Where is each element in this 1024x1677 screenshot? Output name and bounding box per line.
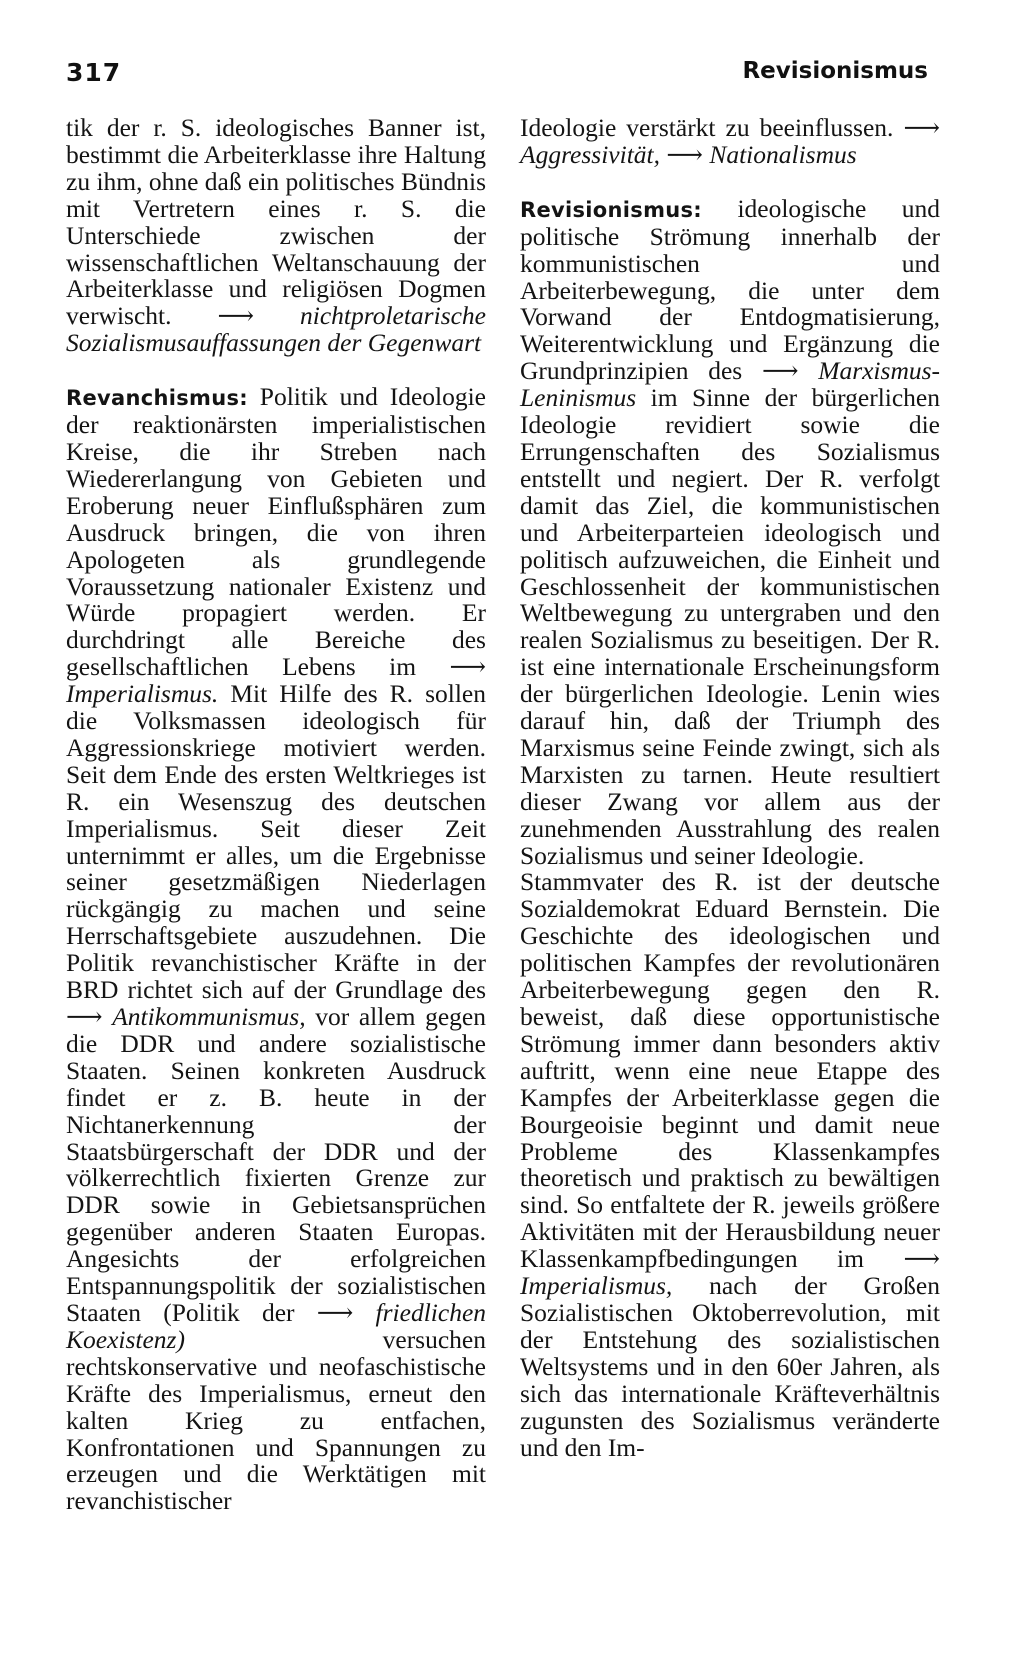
cross-reference-arrow-icon: ⟶ (903, 1244, 940, 1274)
entry-headword: Revanchismus: (66, 386, 248, 411)
cross-reference-arrow-icon: ⟶ (903, 113, 941, 142)
left-column (66, 115, 486, 1515)
entry-revanchismus: Revanchismus: Politik und Ideologie der reaktionärsten imperialistischen Kreise, die ihr Streben nach Wiedererlangung von Gebieten und Eroberung neuer Einflußsphären zum Ausdruck bringen, die von ihren Apologeten als grundlegende Voraussetzung nationaler Existenz und Würde propagiert werden. Er durchdringt alle Bereiche des gesellschaftlichen Lebens im ⟶ Imperialismus. Mit Hilfe des R. sollen die Volksmassen ideologisch für Aggressionskriege motiviert werden. Seit dem Ende des ersten Weltkrieges ist R. ein Wesenszug des deutschen Imperialismus. Seit dieser Zeit unternimmt er alles, um die Ergebnisse seiner gesetzmäßigen Niederlagen rückgängig zu machen und seine Herrschaftsgebiete auszudehnen. Die Politik revanchistischer Kräfte in der BRD richtet sich auf der Grundlage des ⟶ Antikommunismus, vor allem gegen die DDR und andere sozialistische Staaten. Seinen konkreten Ausdruck findet er z. B. heute in der Nichtanerkennung der Staatsbürgerschaft der DDR und der völkerrechtlich fixierten Grenze zur DDR sowie in Gebietsansprüchen gegenüber anderen Staaten Europas. Angesichts der erfolgreichen Entspannungspolitik der sozialistischen Staaten (Politik der ⟶ friedlichen Koexistenz) versuchen rechtskonservative und neofaschistische Kräfte des Imperialismus, erneut den kalten Krieg zu entfachen, Konfrontationen und Spannungen zu erzeugen und die Werktätigen mit revanchistischer (66, 382, 487, 1516)
cross-reference-arrow-icon: ⟶ (449, 652, 486, 682)
cross-reference[interactable]: friedlichen Koexistenz) (66, 1297, 487, 1354)
continued-paragraph: tik der r. S. ideologisches Banner ist, bestimmt die Arbeiterklasse ihre Haltung zu ihm, ohne daß ein politisches Bündnis mit Vertretern eines r. S. die Unterschiede zwischen der wissenschaftlichen Weltanschauung der Arbeiterklasse und religiösen Dogmen verwischt. ⟶ nichtproletarische Sozialismusauffassungen der Gegenwart (66, 113, 487, 358)
running-head: Revisionismus (742, 58, 928, 84)
right-column (520, 115, 940, 1461)
cross-reference-arrow-icon: ⟶ (66, 1002, 103, 1031)
cross-reference-arrow-icon: ⟶ (666, 139, 703, 169)
entry-revisionismus-paragraph-2: Stammvater des R. ist der deutsche Sozialdemokrat Eduard Bernstein. Die Geschichte des ideologischen und politischen Kampfes der revolutionären Arbeiterbewegung gegen den R. beweist, daß diese opportunistische Strömung immer dann besonders aktiv auftritt, wenn eine neue Etappe des Kampfes der Arbeiterklasse gegen die Bourgeoisie beginnt und damit neue Probleme des Klassenkampfes theoretisch und praktisch zu bewältigen sind. So entfaltete der R. jeweils größere Aktivitäten mit der Herausbildung neuer Klassenkampfbedingungen im ⟶ Imperialismus, nach der Großen Sozialistischen Oktoberrevolution, mit der Entstehung des sozialistischen Weltsystems und in den 60er Jahren, als sich das internationale Kräfteverhältnis zugunsten des Sozialismus veränderte und den Im- (520, 867, 940, 1462)
entry-revisionismus: Revisionismus: ideologische und politische Strömung innerhalb der kommunistischen und Arbeiterbewegung, die unter dem Vorwand der Entdogmatisierung, Weiterentwicklung und Ergänzung die Grundprinzipien des ⟶ Marxismus-Leninismus im Sinne der bürgerlichen Ideologie revidiert sowie die Errungenschaften des Sozialismus entstellt und negiert. Der R. verfolgt damit das Ziel, die kommunistischen und Arbeiterparteien ideologisch und politisch aufzuweichen, die Einheit und Geschlossenheit der kommunistischen Weltbewegung zu untergraben und den realen Sozialismus zu beseitigen. Der R. ist eine internationale Erscheinungsform der bürgerlichen Ideologie. Lenin wies darauf hin, daß der Triumph des Marxismus seine Feinde zwingt, sich als Marxisten zu tarnen. Heute resultiert dieser Zwang vor allem aus der zunehmenden Ausstrahlung des realen Sozialismus und seiner Ideologie. (520, 193, 941, 870)
cross-reference-arrow-icon: ⟶ (316, 1297, 354, 1327)
cross-reference[interactable]: nichtproletarische Sozialismusauffassungen der Gegenwart (66, 301, 487, 358)
cross-reference[interactable]: Imperialismus, (520, 1271, 673, 1301)
cross-reference[interactable]: Marxismus-Leninismus (520, 356, 941, 413)
cross-reference-arrow-icon: ⟶ (217, 301, 255, 331)
continued-paragraph: Ideologie verstärkt zu beeinflussen. ⟶ Aggressivität, ⟶ Nationalismus (520, 113, 941, 169)
cross-reference-arrow-icon: ⟶ (761, 356, 799, 386)
entry-headword: Revisionismus: (520, 197, 703, 222)
cross-reference[interactable]: Antikommunismus, (112, 1002, 306, 1031)
page-number: 317 (66, 58, 122, 87)
cross-reference[interactable]: Aggressivität, (520, 139, 661, 169)
cross-reference[interactable]: Nationalismus (709, 139, 857, 169)
cross-reference[interactable]: Imperialismus. (66, 679, 219, 709)
